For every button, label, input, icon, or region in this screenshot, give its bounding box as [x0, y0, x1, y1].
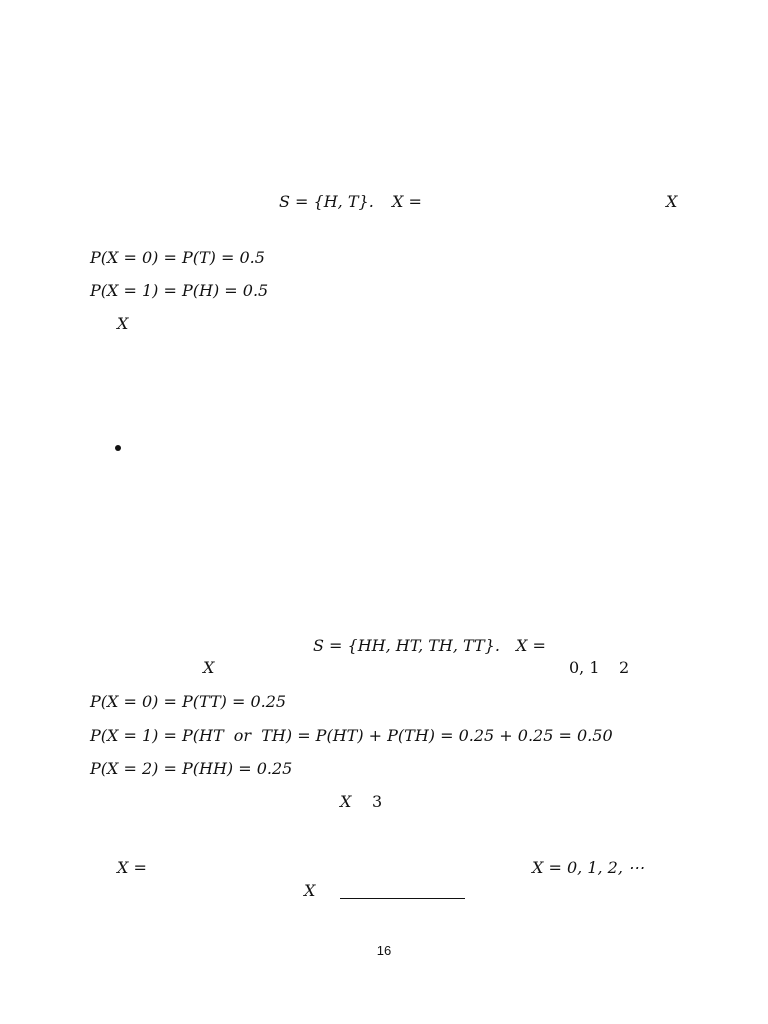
x-values-list: X = 0, 1, 2, ⋯ — [532, 858, 645, 877]
number-three: 3 — [372, 792, 383, 811]
bullet-point — [115, 445, 121, 451]
values-0-1: 0, 1 — [569, 658, 600, 677]
value-2: 2 — [619, 658, 630, 677]
x-equals-1: X = — [392, 192, 422, 211]
prob-x1-single: P(X = 1) = P(H) = 0.5 — [90, 281, 269, 300]
x-equals-3: X = — [117, 858, 147, 877]
page-number: 16 — [376, 943, 392, 958]
prob-x2-double: P(X = 2) = P(HH) = 0.25 — [90, 759, 293, 778]
x-equals-2: X = — [516, 636, 546, 655]
fill-in-blank-line — [340, 898, 465, 899]
prob-x0-single: P(X = 0) = P(T) = 0.5 — [90, 248, 265, 267]
x-label-2: X — [203, 658, 215, 677]
sample-space-single: S = {H, T}. — [279, 192, 374, 211]
x-label-right: X — [666, 192, 678, 211]
x-label-1: X — [117, 314, 129, 333]
sample-space-double: S = {HH, HT, TH, TT}. — [313, 636, 500, 655]
prob-x0-double: P(X = 0) = P(TT) = 0.25 — [90, 692, 287, 711]
x-label-4: X — [304, 881, 316, 900]
prob-x1-double: P(X = 1) = P(HT or TH) = P(HT) + P(TH) = 0.25 + 0.25 = 0.50 — [90, 726, 613, 745]
x-label-3: X — [340, 792, 352, 811]
